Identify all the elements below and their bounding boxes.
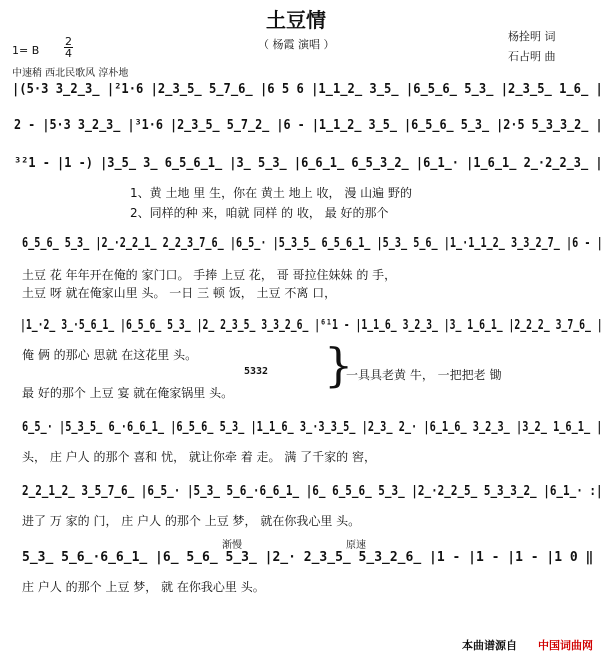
notation-row: |(5·3 3̲2̲3̲ |²1·6 |2̲3̲5̲ 5̲7̲6̲ |6 5 6 |1̲1̲2̲ 3̲5̲ |6̲5̲6̲ 5̲3̲ |2̲3̲5̲ 1̲6̲ | [12, 82, 603, 97]
song-title: 土豆情 [266, 8, 326, 32]
lyrics-verse-1: 庄 户人 的那个 上豆 梦， 就 在你我心里 头。 [22, 580, 265, 594]
ossia-notes: 5332 [244, 366, 269, 377]
tempo-style-marking: 中速稍 西北民歌风 淳朴地 [12, 68, 129, 79]
lyricist-credit: 杨拴明 词 [508, 30, 556, 43]
lyrics-verse-2: 2、同样的种 来，咱就 同样 的 收， 最 好的那个 [130, 206, 389, 220]
lyrics-verse-2: 最 好的那个 上豆 宴 就在俺家锅里 头。 [22, 386, 234, 400]
notation-row: 5̲3̲ 5̲6̲·6̲6̲1̲ |6̲ 5̲6̲ 5̲3̲ |2̲· 2̲3̲5̲ 5̲3̲2̲6̲ |1 - |1 - |1 - |1 0 ‖ [22, 550, 594, 565]
lyrics-verse-1: 头， 庄 户人 的那个 喜和 忧， 就让你牵 着 走。 满 了千家的 窖， [22, 450, 376, 464]
source-label: 本曲谱源自 [462, 639, 517, 652]
lyrics-verse-1: 土豆 花 年年开在俺的 家门口。 手捧 上豆 花， 哥 哥拉住妹妹 的 手， [22, 268, 397, 282]
notation-row: 6̲5̲6̲ 5̲3̲ |2̲·2̲2̲1̲ 2̲2̲3̲7̲6̲ |6̲5̲· |5̲3̲5̲ 6̲5̲6̲1̲ |5̲3̲ 5̲6̲ |1̲·1̲1̲2̲ 3̲3̲2̲7̲ |6 - | [22, 236, 603, 251]
site-name-link[interactable]: 中国词曲网 [538, 639, 593, 652]
notation-row: |1̲·2̲ 3̲·5̲6̲1̲ |6̲5̲6̲ 5̲3̲ |2̲ 2̲3̲5̲ 3̲3̲2̲6̲ |⁶¹1 - |1̲1̲6̲ 3̲2̲3̲ |3̲ 1̲6̲1̲ |2̲2̲2̲ 3̲7̲6̲ | [20, 318, 603, 333]
lyrics-verse-1: 1、黄 土地 里 生，你在 黄土 地上 收， 漫 山遍 野的 [130, 186, 412, 200]
side-lyrics: 一具具老黄 牛， 一把把老 锄 [346, 368, 502, 382]
time-signature [64, 36, 73, 59]
notation-row: 2 - |5·3 3̲2̲3̲ |³1·6 |2̲3̲5̲ 5̲7̲2̲ |6 - |1̲1̲2̲ 3̲5̲ |6̲5̲6̲ 5̲3̲ |2·5 5̲3̲3̲2̲ | [14, 118, 603, 133]
time-signature-bottom: 4 [65, 47, 72, 60]
verse-brace: } [324, 338, 354, 392]
key-signature: 1= B [12, 44, 40, 57]
notation-row: ³²1 - |1 -) |3̲5̲ 3̲ 6̲5̲6̲1̲ |3̲ 5̲3̲ |6̲6̲1̲ 6̲5̲3̲2̲ |6̲1̲· |1̲6̲1̲ 2̲·2̲2̲3̲ | [14, 156, 603, 171]
lyrics-verse-1: 俺 俩 的那心 思就 在这花里 头。 [22, 348, 198, 362]
notation-row: 2̲2̲1̲2̲ 3̲5̲7̲6̲ |6̲5̲· |5̲3̲ 5̲6̲·6̲6̲1̲ |6̲ 6̲5̲6̲ 5̲3̲ |2̲·2̲2̲5̲ 5̲3̲3̲2̲ |6̲1̲· :| [22, 484, 603, 499]
performer-credit: （ 杨霞 演唱 ） [258, 38, 335, 51]
composer-credit: 石占明 曲 [508, 50, 556, 63]
tempo-mark-ritardando: 渐慢 [222, 540, 242, 551]
lyrics-verse-2: 土豆 呀 就在俺家山里 头。 一日 三 顿 饭， 土豆 不离 口， [22, 286, 337, 300]
tempo-mark-a-tempo: 原速 [346, 540, 366, 551]
time-signature-top: 2 [65, 35, 72, 48]
notation-row: 6̲5̲· |5̲3̲5̲ 6̲·6̲6̲1̲ |6̲5̲6̲ 5̲3̲ |1̲1̲6̲ 3̲·3̲3̲5̲ |2̲3̲ 2̲· |6̲1̲6̲ 3̲2̲3̲ |3̲2̲ 1̲6̲1̲ | [22, 420, 603, 435]
lyrics-verse-1: 进了 万 家的 门， 庄 户人 的那个 上豆 梦， 就在你我心里 头。 [22, 514, 361, 528]
